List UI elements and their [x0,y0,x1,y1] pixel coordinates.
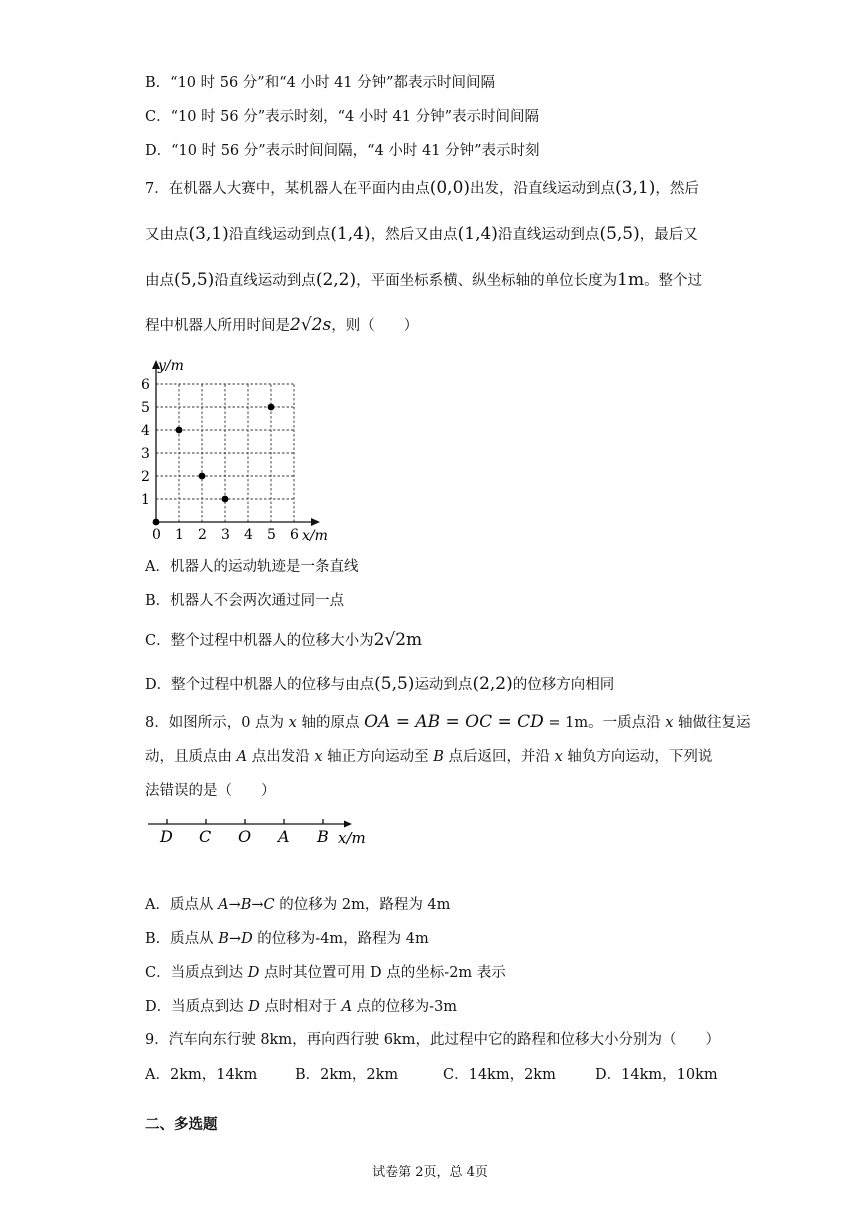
q8-option-a: A．质点从 A→B→C 的位移为 2m，路程为 4m [145,897,451,913]
q8-option-c: C．当质点到达 D 点时其位置可用 D 点的坐标-2m 表示 [145,965,506,981]
x-tick-label: 3 [221,527,230,543]
y-tick-label: 2 [141,469,150,485]
q7-option-c: C．整个过程中机器人的位移大小为2√2m [145,630,423,650]
y-tick-label: 5 [141,400,150,416]
q6-option-d: D．“10 时 56 分”表示时间间隔，“4 小时 41 分钟”表示时刻 [145,143,540,159]
q8-stem-line-3: 法错误的是（ ） [145,783,276,799]
y-tick-label: 6 [141,377,150,393]
x-tick-label: 4 [244,527,253,543]
label-o: O [238,827,252,846]
x-tick-label: 0 [152,527,161,543]
q9-stem: 9．汽车向东行驶 8km，再向西行驶 6km，此过程中它的路程和位移大小分别为（ ） [145,1032,720,1048]
point-3-1: (3,1) [615,178,656,198]
x-axis-arrow [311,518,320,526]
x-tick-label: 6 [290,527,299,543]
q8-option-d: D．当质点到达 D 点时相对于 A 点的位移为-3m [145,999,458,1015]
q8-stem-line-1: 8．如图所示，0 点为 x 轴的原点 OA = AB = OC = CD = 1m。一质点沿 x 轴做往复运 [145,712,751,732]
segment-equation: OA = AB = OC = CD [364,712,544,732]
q6-option-c: C．“10 时 56 分”表示时刻，“4 小时 41 分钟”表示时间间隔 [145,109,539,125]
point-1-4: (1,4) [330,224,371,244]
point-2-2: (2,2) [315,270,357,290]
q7-stem-line-1: 7．在机器人大赛中，某机器人在平面内由点(0,0)出发，沿直线运动到点(3,1)，然后 [145,178,699,198]
q7-stem-line-2: 又由点(3,1)沿直线运动到点(1,4)，然后又由点(1,4)沿直线运动到点(5,5)，最后又 [145,224,698,244]
page-footer: 试卷第 2页，总 4页 [372,1165,488,1180]
q7-option-a: A．机器人的运动轨迹是一条直线 [145,559,359,575]
q9-option-b: B．2km，2km [295,1067,399,1083]
point-3-1: (3,1) [188,224,229,244]
x-axis-label: x/m [302,528,328,544]
data-point [199,473,206,480]
y-tick-label: 3 [141,446,150,462]
number-line-figure [140,812,380,852]
coordinate-chart [140,348,380,548]
q9-option-d: D．14km，10km [595,1067,718,1083]
x-tick-label: 2 [198,527,207,543]
y-tick-label: 4 [141,423,150,439]
point-2-2: (2,2) [472,674,513,694]
x-tick-label: 1 [175,527,184,543]
data-point [268,404,275,411]
point-5-5: (5,5) [374,674,415,694]
point-0-0: (0,0) [429,178,471,198]
q7-option-b: B．机器人不会两次通过同一点 [145,593,345,609]
axis-unit-label: x/m [338,829,366,847]
section-heading-multiple-choice: 二、多选题 [145,1116,218,1133]
label-d: D [160,827,173,846]
x-tick-label: 5 [267,527,276,543]
q7-option-d: D．整个过程中机器人的位移与由点(5,5)运动到点(2,2)的位移方向相同 [145,674,615,694]
chart-axes [152,360,320,526]
q7-stem-line-3: 由点(5,5)沿直线运动到点(2,2)，平面坐标系横、纵坐标轴的单位长度为1m。整个过 [145,270,703,290]
q6-option-b: B．“10 时 56 分”和“4 小时 41 分钟”都表示时间间隔 [145,75,496,91]
q9-option-c: C．14km，2km [443,1067,556,1083]
unit-length: 1m [617,270,645,290]
label-b: B [317,827,329,846]
point-5-5: (5,5) [174,270,215,290]
point-1-4: (1,4) [457,224,498,244]
total-time: 2√2s [290,315,332,335]
data-point [222,496,229,503]
q8-option-b: B．质点从 B→D 的位移为-4m，路程为 4m [145,931,429,947]
data-point [176,427,183,434]
y-tick-label: 1 [141,492,150,508]
point-5-5: (5,5) [599,224,640,244]
label-c: C [199,827,212,846]
data-point [153,519,160,526]
q7-stem-line-4: 程中机器人所用时间是2√2s，则（ ） [145,315,419,335]
y-axis-label: y/m [158,358,184,374]
q8-stem-line-2: 动，且质点由 A 点出发沿 x 轴正方向运动至 B 点后返回，并沿 x 轴负方向运动，下列说 [145,749,713,765]
chart-ticks [141,377,299,543]
label-a: A [278,827,290,846]
chart-points [153,404,275,526]
q9-option-a: A．2km，14km [145,1067,258,1083]
q9-options [145,1064,718,1086]
displacement-value: 2√2m [373,630,423,650]
